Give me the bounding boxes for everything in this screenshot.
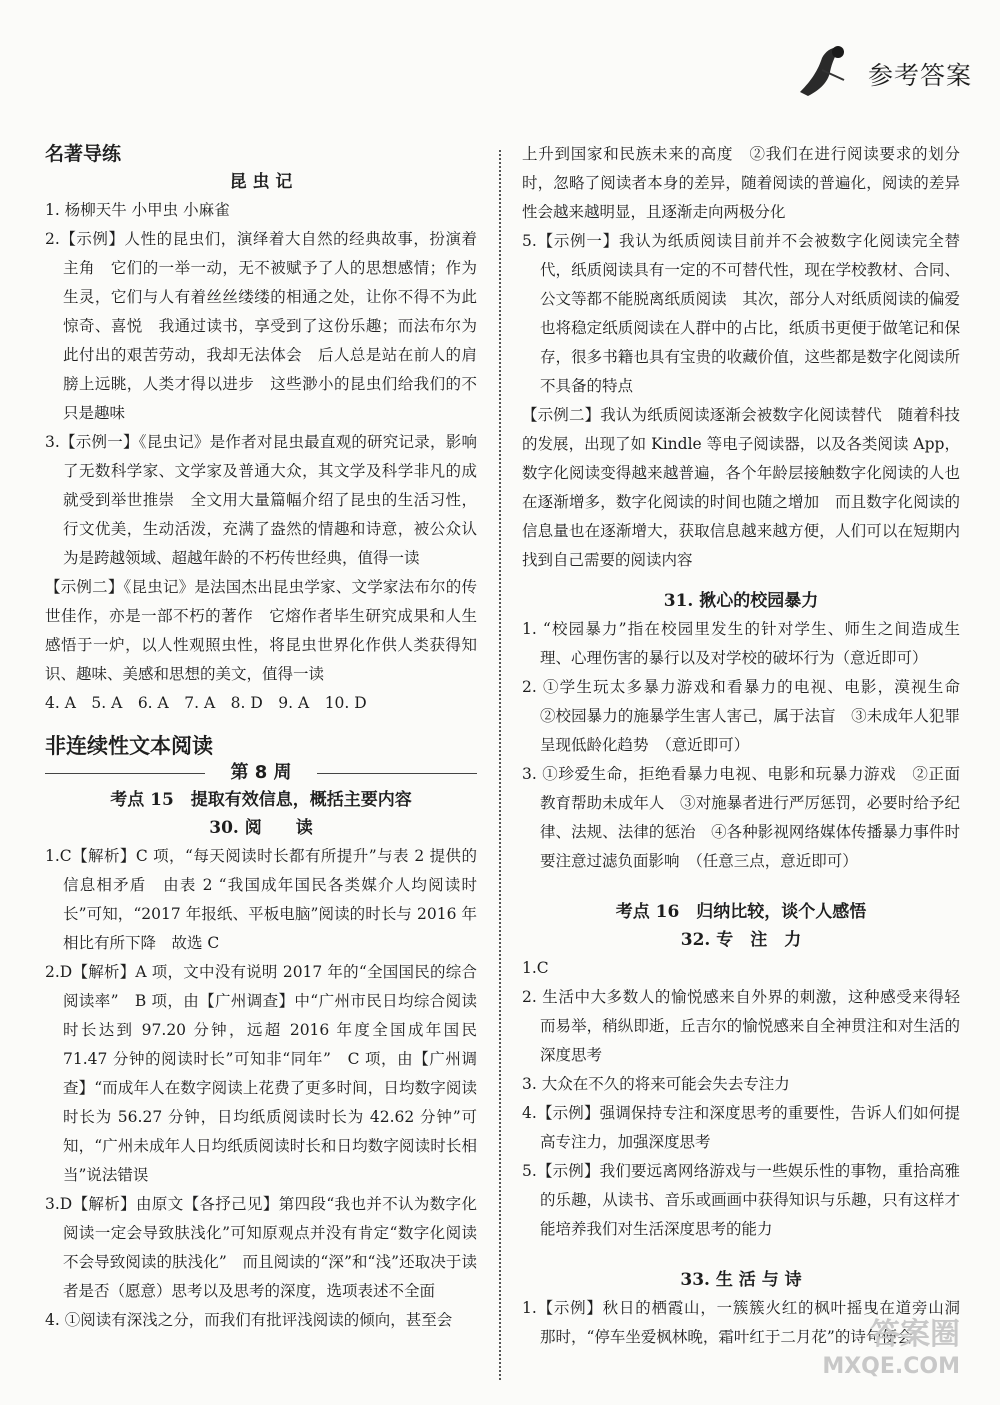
answer-item: 2.D【解析】A 项，文中没有说明 2017 年的“全国国民的综合阅读率” B 项，由【广州调查】中“广州市民日均综合阅读时长达到 97.20 分钟，远超 2016 年度全国成年国民 71.47 分钟的阅读时长”可知非“同年” C 项，由【广州调查】“而成年人在数字阅读上花费了更多时间，日均数字阅读时长为 56.27 分钟，日均纸质阅读时长为 42.62 分钟”可知，“广州未成年人日均纸质阅读时长和日均数字阅读时长相当”说法错误	[45, 963, 477, 1184]
reading-30-title: 30. 阅 读	[209, 818, 313, 838]
answer-item: 5.【示例一】我认为纸质阅读目前并不会被数字化阅读完全替代，纸质阅读具有一定的不可替代性，现在学校教材、合同、公文等都不能脱离纸质阅读 其次，部分人对纸质阅读的偏爱也将稳定纸质阅读在人群中的占比，纸质书更便于做笔记和保存，很多书籍也具有宝贵的收藏价值，这些都是数字化阅读所不具备的特点	[522, 232, 960, 395]
page-header	[792, 40, 972, 110]
right-column	[522, 140, 976, 1352]
answer-item: 1. 杨柳天牛 小甲虫 小麻雀	[45, 201, 230, 219]
answer-item: 4. ①阅读有深浅之分，而我们有批评浅阅读的倾向，甚至会	[45, 1311, 453, 1329]
kaodian-15-heading: 考点 15 提取有效信息，概括主要内容	[110, 790, 412, 810]
answer-item: 3.【示例一】《昆虫记》是作者对昆虫最直观的研究记录，影响了无数科学家、文学家及普通大众，其文学及科学非凡的成就受到举世推崇 全文用大量篇幅介绍了昆虫的生活习性，行文优美，生动活泼，充满了盎然的情趣和诗意，被公众认为是跨越领域、超越年龄的不朽传世经典，值得一读	[45, 433, 477, 567]
answer-item: 2. ①学生玩太多暴力游戏和看暴力的电视、电影，漠视生命 ②校园暴力的施暴学生害人害己，属于法盲 ③未成年人犯罪呈现低龄化趋势 （意近即可）	[522, 678, 976, 754]
header-title: 参考答案	[867, 61, 972, 90]
answer-item: 2.【示例】人性的昆虫们，演绎着大自然的经典故事，扮演着主角 它们的一举一动，无不被赋予了人的思想感情；作为生灵，它们与人有着丝丝缕缕的相通之处，让你不得不为此惊奇、喜悦 我通过读书，享受到了这份乐趣；而法布尔为此付出的艰苦劳动，我却无法体会 后人总是站在前人的肩膀上远眺，人类才得以进步 这些渺小的昆虫们给我们的不只是趣味	[45, 230, 477, 422]
column-divider	[499, 150, 501, 1380]
answer-item: 2. 生活中大多数人的愉悦感来自外界的刺激，这种感受来得轻而易举，稍纵即逝，丘吉尔的愉悦感来自全神贯注和对生活的深度思考	[522, 988, 960, 1064]
left-column	[45, 140, 477, 1335]
section-title-nonlinear: 非连续性文本阅读	[45, 734, 213, 758]
answer-item: 1. “校园暴力”指在校园里发生的针对学生、师生之间造成生理、心理伤害的暴行以及对学校的破坏行为（意近即可）	[522, 620, 960, 667]
answer-item: 1.C	[522, 959, 549, 977]
answer-item: 4.【示例】强调保持专注和深度思考的重要性，告诉人们如何提高专注力，加强深度思考	[522, 1104, 960, 1151]
reading-32-title: 32. 专 注 力	[680, 930, 802, 950]
ink-painting-icon	[792, 40, 852, 100]
book-title: 昆 虫 记	[229, 172, 293, 192]
watermark	[822, 1319, 960, 1383]
answer-item: 5.【示例】我们要远离网络游戏与一些娱乐性的事物，重拾高雅的乐趣，从读书、音乐或画画中获得知识与乐趣，只有这样才能培养我们对生活深度思考的能力	[522, 1162, 960, 1238]
week-heading: 第 8 周	[45, 760, 477, 786]
reading-33-title: 33. 生 活 与 诗	[680, 1270, 802, 1290]
reading-31-title: 31. 揪心的校园暴力	[663, 591, 819, 611]
answer-item: 3. ①珍爱生命，拒绝看暴力电视、电影和玩暴力游戏 ②正面教育帮助未成年人 ③对施暴者进行严厉惩罚，必要时给予纪律、法规、法律的惩治 ④各种影视网络媒体传播暴力事件时要注意过滤负面影响 （任意三点，意近即可）	[522, 765, 960, 870]
watermark-url: MXQE.COM	[822, 1354, 960, 1379]
answer-item: 1.C【解析】C 项，“每天阅读时长都有所提升”与表 2 提供的信息相矛盾 由表 2 “我国成年国民各类媒介人均阅读时长”可知，“2017 年报纸、平板电脑”阅读的时长与 2016 年相比有所下降 故选 C	[45, 847, 477, 952]
section-title-classics: 名著导练	[45, 143, 122, 165]
watermark-logo: 答案圈	[870, 1317, 960, 1352]
answer-item: 1.【示例】秋日的栖霞山，一簇簇火红的枫叶摇曳在道旁山洞 那时，“停车坐爱枫林晚，霜叶红于二月花”的诗句便会	[522, 1299, 976, 1346]
answer-item: 【示例二】我认为纸质阅读逐渐会被数字化阅读替代 随着科技的发展，出现了如 Kindle 等电子阅读器，以及各类阅读 App，数字化阅读变得越来越普遍，各个年龄层接触数字化阅读的人也在逐渐增多，数字化阅读的时间也随之增加 而且数字化阅读的信息量也在逐渐增大，获取信息越来越方便，人们可以在短期内找到自己需要的阅读内容	[522, 406, 960, 569]
answer-item: 3.D【解析】由原文【各抒己见】第四段“我也并不认为数字化阅读一定会导致肤浅化”可知原观点并没有肯定“数字化阅读不会导致阅读的肤浅化” 而且阅读的“深”和“浅”还取决于读者是否（愿意）思考以及思考的深度，选项表述不全面	[45, 1195, 477, 1300]
kaodian-16-heading: 考点 16 归纳比较，谈个人感悟	[615, 902, 867, 922]
answer-item: 3. 大众在不久的将来可能会失去专注力	[522, 1075, 790, 1093]
answer-item: 【示例二】《昆虫记》是法国杰出昆虫学家、文学家法布尔的传世佳作，亦是一部不朽的著作 它熔作者毕生研究成果和人生感悟于一炉，以人性观照虫性，将昆虫世界化作供人类获得知识、趣味、美感和思想的美文，值得一读	[45, 578, 477, 683]
answer-item: 上升到国家和民族未来的高度 ②我们在进行阅读要求的划分时，忽略了阅读者本身的差异，随着阅读的普遍化，阅读的差异性会越来越明显，且逐渐走向两极分化	[522, 145, 960, 221]
answer-item: 4. A 5. A 6. A 7. A 8. D 9. A 10. D	[45, 694, 367, 712]
